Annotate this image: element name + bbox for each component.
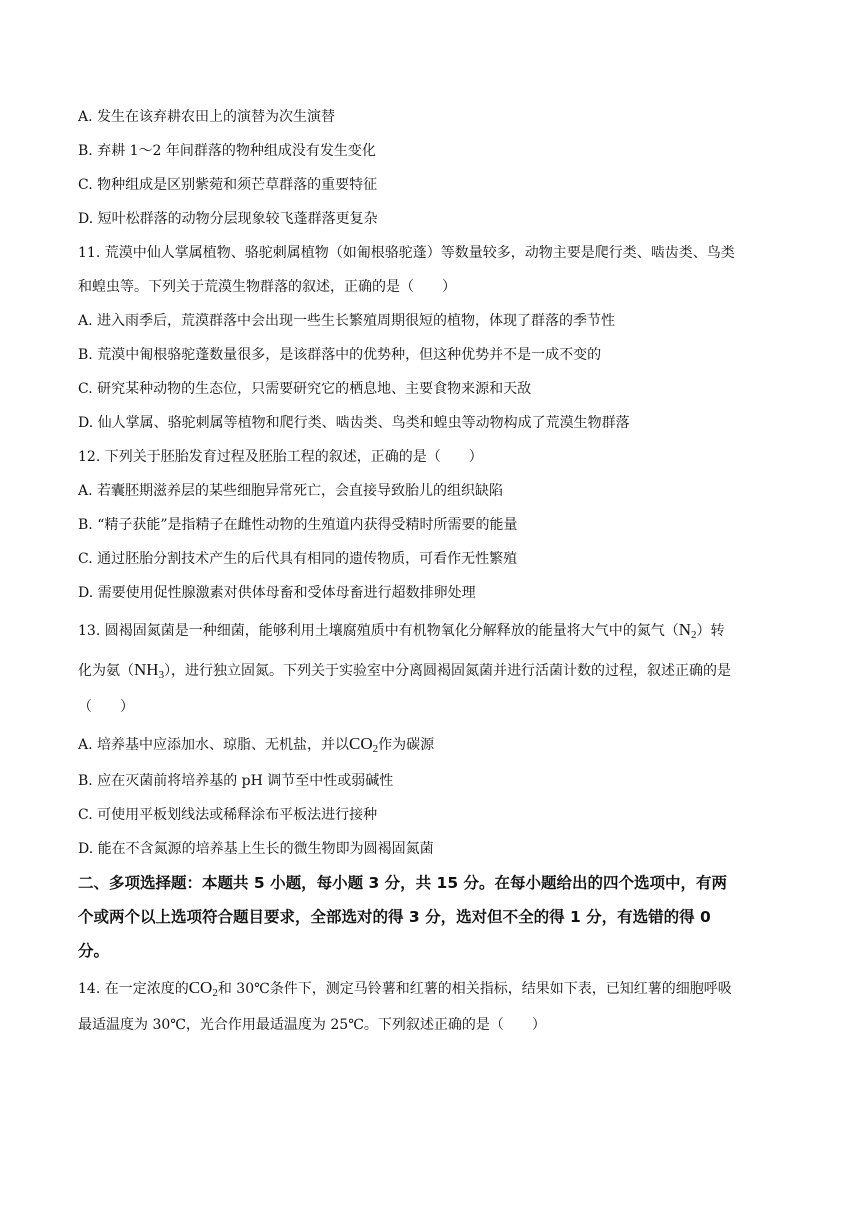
q14-stem-line-2: 最适温度为 30℃，光合作用最适温度为 25℃。下列叙述正确的是（ ） [78, 1017, 546, 1033]
q13-option-a-text-1: A. 培养基中应添加水、琼脂、无机盐，并以 [78, 737, 350, 753]
q13-stem-text-1b: ）转 [696, 623, 725, 639]
q13-option-d: D. 能在不含氮源的培养基上生长的微生物即为圆褐固氮菌 [78, 841, 434, 857]
nh3-formula: $NH_3$ [134, 660, 165, 681]
n2-formula: $N_2$ [678, 620, 697, 641]
q13-stem-text-2a: 化为氨（ [78, 663, 134, 679]
section-2-heading-line-3: 分。 [78, 942, 110, 960]
q12-option-c: C. 通过胚胎分割技术产生的后代具有相同的遗传物质，可看作无性繁殖 [78, 551, 518, 567]
q14-stem-text-1b: 和 30℃条件下，测定马铃薯和红薯的相关指标，结果如下表，已知红薯的细胞呼吸 [217, 981, 732, 997]
q10-option-b: B. 弃耕 1～2 年间群落的物种组成没有发生变化 [78, 143, 376, 159]
q14-stem-text-1a: 14. 在一定浓度的 [78, 981, 189, 997]
q11-option-d: D. 仙人掌属、骆驼刺属等植物和爬行类、啮齿类、鸟类和蝗虫等动物构成了荒漠生物群落 [78, 415, 630, 431]
q13-stem-line-3: （ ） [78, 699, 134, 715]
q12-option-d: D. 需要使用促性腺激素对供体母畜和受体母畜进行超数排卵处理 [78, 585, 476, 601]
q11-option-b: B. 荒漠中匍根骆驼蓬数量很多，是该群落中的优势种，但这种优势并不是一成不变的 [78, 347, 602, 363]
q13-stem-line-1 [78, 610, 783, 650]
section-2-heading-line-2: 个或两个以上选项符合题目要求，全部选对的得 3 分，选对但不全的得 1 分，有选错的得 0 [78, 908, 711, 926]
q13-stem-line-2 [78, 650, 783, 690]
co2-formula: $CO_2$ [349, 734, 379, 755]
q13-option-a-text-2: 作为碳源 [378, 737, 435, 753]
q13-option-a [78, 724, 783, 764]
q13-option-c: C. 可使用平板划线法或稀释涂布平板法进行接种 [78, 807, 378, 823]
q12-option-a: A. 若囊胚期滋养层的某些细胞异常死亡，会直接导致胎儿的组织缺陷 [78, 483, 504, 499]
q13-stem-text-2b: ），进行独立固氮。下列关于实验室中分离圆褐固氮菌并进行活菌计数的过程，叙述正确的是 [164, 663, 732, 679]
q11-stem-line-1: 11. 荒漠中仙人掌属植物、骆驼刺属植物（如匍根骆驼蓬）等数量较多，动物主要是爬行类、啮齿类、鸟类 [78, 245, 735, 261]
co2-formula: $CO_2$ [188, 978, 218, 999]
q14-stem-line-1 [78, 968, 783, 1008]
q13-option-b: B. 应在灭菌前将培养基的 pH 调节至中性或弱碱性 [78, 773, 394, 789]
q10-option-d: D. 短叶松群落的动物分层现象较飞蓬群落更复杂 [78, 211, 378, 227]
section-2-heading-line-1: 二、多项选择题：本题共 5 小题，每小题 3 分，共 15 分。在每小题给出的四个选项中，有两 [78, 874, 728, 892]
q10-option-c: C. 物种组成是区别紫菀和须芒草群落的重要特征 [78, 177, 378, 193]
q12-stem: 12. 下列关于胚胎发育过程及胚胎工程的叙述，正确的是（ ） [78, 449, 483, 465]
q12-option-b: B. “精子获能”是指精子在雌性动物的生殖道内获得受精时所需要的能量 [78, 517, 518, 533]
exam-page [78, 100, 783, 1042]
q10-option-a: A. 发生在该弃耕农田上的演替为次生演替 [78, 109, 336, 125]
q11-option-a: A. 进入雨季后，荒漠群落中会出现一些生长繁殖周期很短的植物，体现了群落的季节性 [78, 313, 616, 329]
q11-stem-line-2: 和蝗虫等。下列关于荒漠生物群落的叙述，正确的是（ ） [78, 279, 456, 295]
q11-option-c: C. 研究某种动物的生态位，只需要研究它的栖息地、主要食物来源和天敌 [78, 381, 532, 397]
q13-stem-text-1a: 13. 圆褐固氮菌是一种细菌，能够利用土壤腐殖质中有机物氧化分解释放的能量将大气中的氮气（ [78, 623, 679, 639]
